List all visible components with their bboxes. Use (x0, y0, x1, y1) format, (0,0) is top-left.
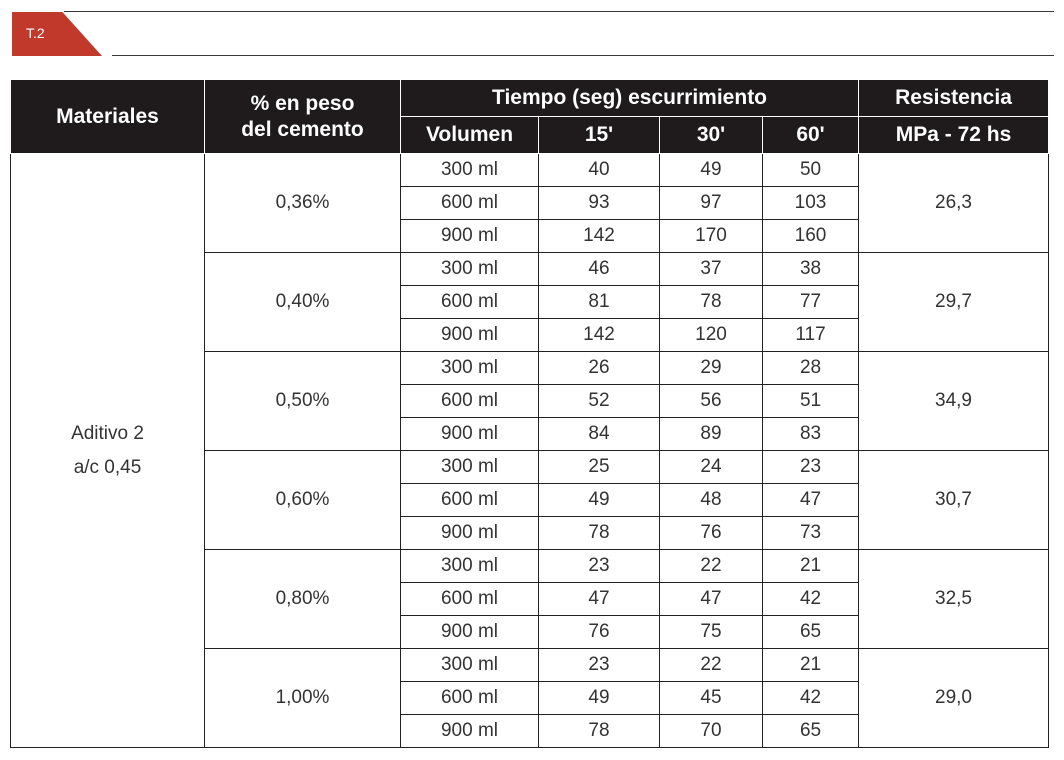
volume-cell: 600 ml (401, 682, 539, 715)
volume-cell: 900 ml (401, 319, 539, 352)
time-30-cell: 24 (660, 451, 763, 484)
volume-cell: 300 ml (401, 451, 539, 484)
time-15-cell: 81 (539, 286, 660, 319)
header-volumen: Volumen (401, 117, 539, 154)
results-table (10, 79, 1049, 748)
time-15-cell: 76 (539, 616, 660, 649)
time-60-cell: 42 (763, 583, 859, 616)
top-rule (64, 11, 1054, 12)
percentage-cell: 0,80% (205, 550, 401, 649)
time-30-cell: 170 (660, 220, 763, 253)
time-60-cell: 23 (763, 451, 859, 484)
time-30-cell: 76 (660, 517, 763, 550)
volume-cell: 600 ml (401, 583, 539, 616)
time-15-cell: 47 (539, 583, 660, 616)
bottom-rule (112, 55, 1054, 56)
time-15-cell: 26 (539, 352, 660, 385)
time-15-cell: 78 (539, 715, 660, 748)
header-t60: 60' (763, 117, 859, 154)
time-60-cell: 83 (763, 418, 859, 451)
material-cell (11, 154, 205, 748)
header-t30: 30' (660, 117, 763, 154)
time-30-cell: 22 (660, 649, 763, 682)
time-30-cell: 47 (660, 583, 763, 616)
time-30-cell: 70 (660, 715, 763, 748)
percentage-cell: 1,00% (205, 649, 401, 748)
time-60-cell: 21 (763, 550, 859, 583)
time-15-cell: 142 (539, 220, 660, 253)
time-60-cell: 42 (763, 682, 859, 715)
time-60-cell: 73 (763, 517, 859, 550)
time-15-cell: 40 (539, 154, 660, 187)
percentage-cell: 0,50% (205, 352, 401, 451)
time-60-cell: 103 (763, 187, 859, 220)
time-30-cell: 120 (660, 319, 763, 352)
time-60-cell: 38 (763, 253, 859, 286)
percentage-cell: 0,36% (205, 154, 401, 253)
time-60-cell: 21 (763, 649, 859, 682)
material-line2: a/c 0,45 (73, 456, 142, 478)
volume-cell: 300 ml (401, 550, 539, 583)
table-row (11, 154, 1049, 187)
time-60-cell: 160 (763, 220, 859, 253)
time-60-cell: 50 (763, 154, 859, 187)
header-tiempo: Tiempo (seg) escurrimiento (401, 80, 859, 117)
table-body (11, 154, 1049, 748)
resistance-cell: 29,0 (859, 649, 1049, 748)
volume-cell: 300 ml (401, 154, 539, 187)
time-15-cell: 49 (539, 682, 660, 715)
volume-cell: 300 ml (401, 649, 539, 682)
time-30-cell: 29 (660, 352, 763, 385)
time-60-cell: 65 (763, 616, 859, 649)
volume-cell: 600 ml (401, 385, 539, 418)
time-15-cell: 52 (539, 385, 660, 418)
time-30-cell: 22 (660, 550, 763, 583)
volume-cell: 600 ml (401, 484, 539, 517)
volume-cell: 900 ml (401, 715, 539, 748)
volume-cell: 300 ml (401, 253, 539, 286)
volume-cell: 600 ml (401, 286, 539, 319)
time-15-cell: 49 (539, 484, 660, 517)
time-30-cell: 78 (660, 286, 763, 319)
resistance-cell: 34,9 (859, 352, 1049, 451)
time-30-cell: 97 (660, 187, 763, 220)
time-30-cell: 89 (660, 418, 763, 451)
resistance-cell: 26,3 (859, 154, 1049, 253)
time-15-cell: 25 (539, 451, 660, 484)
header-t15: 15' (539, 117, 660, 154)
time-30-cell: 48 (660, 484, 763, 517)
volume-cell: 600 ml (401, 187, 539, 220)
time-30-cell: 49 (660, 154, 763, 187)
header-porcentaje (205, 80, 401, 154)
time-15-cell: 142 (539, 319, 660, 352)
resistance-cell: 30,7 (859, 451, 1049, 550)
time-60-cell: 65 (763, 715, 859, 748)
header-porcentaje-line2: del cemento (241, 117, 364, 141)
volume-cell: 900 ml (401, 220, 539, 253)
volume-cell: 900 ml (401, 517, 539, 550)
time-60-cell: 51 (763, 385, 859, 418)
time-30-cell: 37 (660, 253, 763, 286)
volume-cell: 900 ml (401, 418, 539, 451)
volume-cell: 300 ml (401, 352, 539, 385)
time-15-cell: 84 (539, 418, 660, 451)
header-resistencia: Resistencia (859, 80, 1049, 117)
header-row-1 (11, 80, 1049, 117)
time-15-cell: 46 (539, 253, 660, 286)
time-15-cell: 23 (539, 649, 660, 682)
time-15-cell: 23 (539, 550, 660, 583)
resistance-cell: 32,5 (859, 550, 1049, 649)
volume-cell: 900 ml (401, 616, 539, 649)
time-30-cell: 56 (660, 385, 763, 418)
time-60-cell: 117 (763, 319, 859, 352)
header-resistencia-unit: MPa - 72 hs (859, 117, 1049, 154)
time-60-cell: 77 (763, 286, 859, 319)
header-porcentaje-line1: % en peso (250, 91, 355, 115)
material-line1: Aditivo 2 (71, 422, 144, 444)
percentage-cell: 0,60% (205, 451, 401, 550)
time-15-cell: 93 (539, 187, 660, 220)
percentage-cell: 0,40% (205, 253, 401, 352)
time-30-cell: 45 (660, 682, 763, 715)
time-60-cell: 47 (763, 484, 859, 517)
time-60-cell: 28 (763, 352, 859, 385)
header-materiales: Materiales (11, 80, 205, 154)
resistance-cell: 29,7 (859, 253, 1049, 352)
table-tag-label: T.2 (26, 25, 45, 41)
time-15-cell: 78 (539, 517, 660, 550)
time-30-cell: 75 (660, 616, 763, 649)
